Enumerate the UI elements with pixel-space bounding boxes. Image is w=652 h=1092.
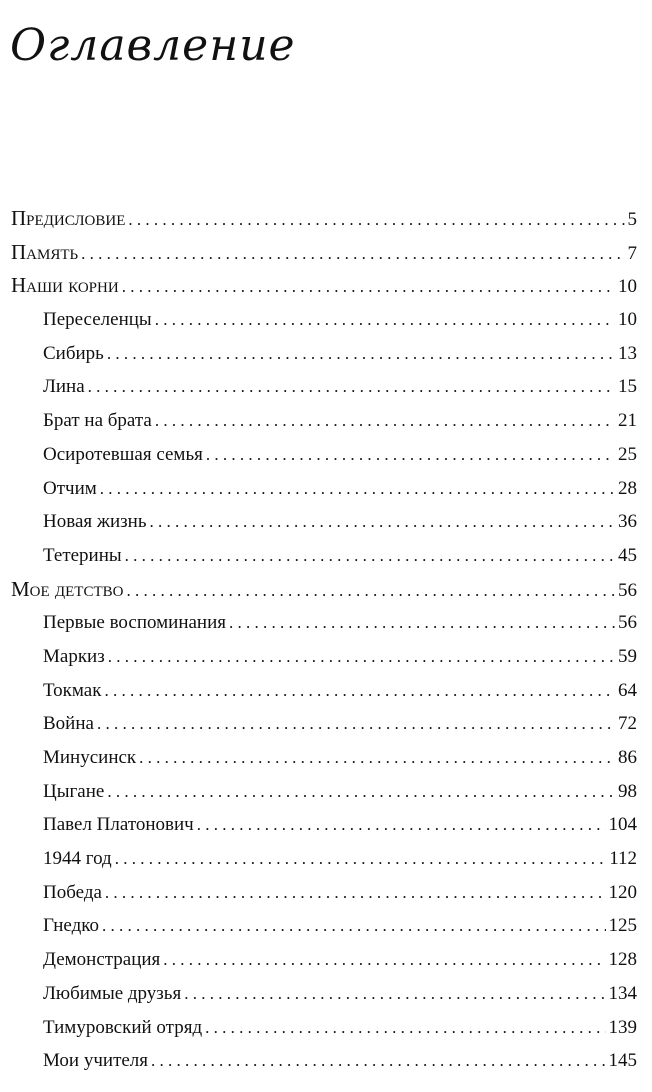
toc-page-number: 13: [618, 342, 637, 364]
dot-leader: [100, 472, 615, 506]
toc-page-number: 64: [618, 679, 637, 701]
toc-subsection-entry: [0, 741, 652, 775]
toc-page-number: 72: [618, 713, 637, 735]
toc-subsection-entry: [0, 808, 652, 842]
dot-leader: [122, 270, 615, 304]
toc-entry-title: Демонстрация: [43, 949, 161, 971]
toc-subsection-entry: [0, 674, 652, 708]
dot-leader: [104, 674, 615, 708]
toc-entry-title: Мои учителя: [43, 1050, 149, 1072]
toc-page-number: 21: [618, 410, 637, 432]
toc-page-number: 45: [618, 544, 637, 566]
toc-entry-title: Война: [43, 713, 94, 735]
toc-entry-title: Тимуровский отряд: [43, 1016, 203, 1038]
toc-page-number: 112: [609, 848, 637, 870]
toc-entry-title: Павел Платонович: [43, 814, 194, 836]
dot-leader: [88, 370, 615, 404]
toc-page-number: 56: [618, 612, 637, 634]
toc-section-entry: [0, 202, 652, 236]
toc-subsection-entry: [0, 438, 652, 472]
toc-subsection-entry: [0, 303, 652, 337]
toc-entry-title: Отчим: [43, 477, 97, 499]
toc-entry-title: Брат на брата: [43, 410, 152, 432]
dot-leader: [163, 943, 605, 977]
dot-leader: [108, 640, 615, 674]
toc-subsection-entry: [0, 404, 652, 438]
toc-entry-title: Новая жизнь: [43, 511, 147, 533]
toc-page-number: 56: [618, 579, 637, 601]
toc-section-entry: [0, 269, 652, 303]
toc-subsection-entry: [0, 472, 652, 506]
toc-subsection-entry: [0, 337, 652, 371]
toc-page-number: 36: [618, 511, 637, 533]
toc-page-number: 10: [618, 309, 637, 331]
toc-page-number: 7: [627, 242, 637, 264]
toc-subsection-entry: [0, 707, 652, 741]
dot-leader: [105, 876, 606, 910]
dot-leader: [125, 539, 615, 573]
toc-page-number: 10: [618, 276, 637, 298]
toc-subsection-entry: [0, 640, 652, 674]
dot-leader: [184, 977, 605, 1011]
toc-entry-title: Наши корни: [11, 273, 119, 298]
toc-entry-title: 1944 год: [43, 848, 112, 870]
toc-entry-title: Минусинск: [43, 747, 137, 768]
dot-leader: [126, 574, 615, 608]
dot-leader: [206, 438, 615, 472]
toc-subsection-entry: [0, 977, 652, 1011]
dot-leader: [128, 203, 624, 237]
dot-leader: [81, 237, 624, 271]
toc-page-number: 98: [618, 780, 637, 802]
toc-page-number: 104: [608, 814, 637, 836]
dot-leader: [107, 775, 615, 809]
toc-subsection-entry: [0, 539, 652, 573]
toc-entry-title: Победа: [43, 881, 102, 903]
toc-subsection-entry: [0, 370, 652, 404]
toc-subsection-entry: [0, 909, 652, 943]
toc-section-entry: [0, 573, 652, 607]
dot-leader: [205, 1011, 605, 1045]
toc-entry-title: Сибирь: [43, 342, 104, 364]
toc-subsection-entry: [0, 606, 652, 640]
page-title: Оглавление: [10, 20, 296, 71]
toc-page-number: 5: [627, 209, 637, 230]
toc-page-number: 128: [608, 949, 637, 971]
dot-leader: [139, 741, 615, 775]
toc-subsection-entry: [0, 1011, 652, 1045]
toc-subsection-entry: [0, 1044, 652, 1078]
toc-subsection-entry: [0, 505, 652, 539]
table-of-contents: [0, 202, 652, 1078]
dot-leader: [102, 909, 605, 943]
dot-leader: [155, 303, 615, 337]
toc-subsection-entry: [0, 943, 652, 977]
toc-section-entry: [0, 236, 652, 270]
dot-leader: [229, 606, 615, 640]
toc-subsection-entry: [0, 775, 652, 809]
toc-entry-title: Гнедко: [43, 915, 100, 937]
dot-leader: [115, 842, 607, 876]
toc-subsection-entry: [0, 842, 652, 876]
toc-entry-title: Тетерины: [43, 544, 122, 566]
toc-page-number: 15: [618, 376, 637, 398]
toc-entry-title: Лина: [43, 376, 85, 398]
dot-leader: [97, 707, 615, 741]
toc-entry-title: Мое детство: [11, 576, 124, 601]
toc-entry-title: Цыгане: [43, 780, 105, 802]
toc-page-number: 86: [618, 747, 637, 768]
toc-page-number: 59: [618, 645, 637, 667]
toc-page-number: 125: [608, 915, 637, 937]
dot-leader: [107, 337, 615, 371]
toc-page-number: 145: [608, 1050, 637, 1072]
toc-entry-title: Память: [11, 239, 79, 264]
toc-page-number: 134: [608, 982, 637, 1004]
dot-leader: [150, 505, 616, 539]
toc-entry-title: Токмак: [43, 679, 102, 701]
toc-page-number: 28: [618, 477, 637, 499]
toc-entry-title: Осиротевшая семья: [43, 443, 203, 465]
toc-entry-title: Переселенцы: [43, 309, 152, 331]
toc-subsection-entry: [0, 876, 652, 910]
toc-entry-title: Первые воспоминания: [43, 612, 226, 634]
dot-leader: [155, 404, 615, 438]
toc-page-number: 120: [608, 881, 637, 903]
toc-page-number: 139: [608, 1016, 637, 1038]
toc-entry-title: Маркиз: [43, 645, 105, 667]
dot-leader: [151, 1044, 605, 1078]
dot-leader: [197, 808, 606, 842]
toc-page-number: 25: [618, 443, 637, 465]
toc-entry-title: Любимые друзья: [43, 982, 182, 1004]
toc-entry-title: Предисловие: [11, 206, 126, 230]
